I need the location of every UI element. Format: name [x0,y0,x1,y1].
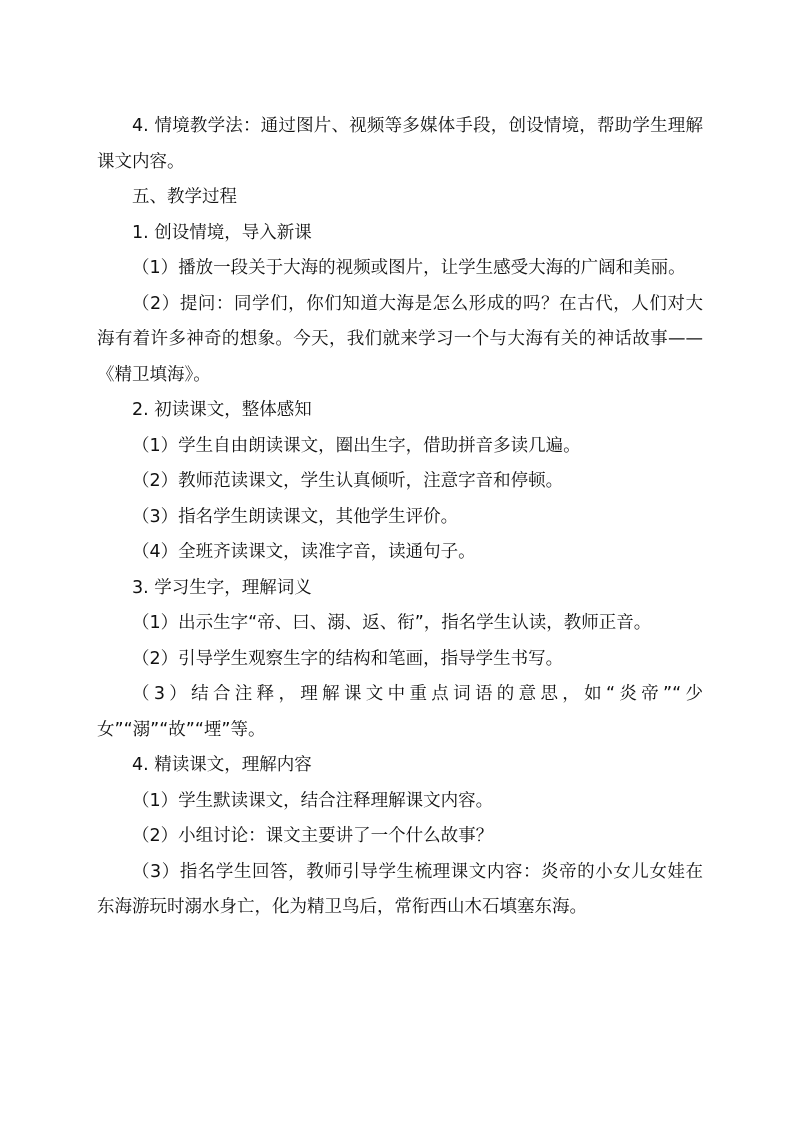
paragraph-step-2-1: （1）学生自由朗读课文，圈出生字，借助拼音多读几遍。 [132,435,581,456]
paragraph-step-1-2: （2）提问：同学们，你们知道大海是怎么形成的吗？在古代，人们对大海有着许多神奇的想象。今天，我们就来学习一个与大海有关的神话故事——《精卫填海》。 [97,293,703,385]
paragraph-step-3-3: （3）结合注释，理解课文中重点词语的意思，如“炎帝”“少女”“溺”“故”“堙”等。 [97,684,703,740]
section-heading-teaching-process: 五、教学过程 [132,187,237,207]
paragraph-step-1-1: （1）播放一段关于大海的视频或图片，让学生感受大海的广阔和美丽。 [132,258,686,278]
paragraph-step-3-1: （1）出示生字“帝、曰、溺、返、衔”，指名学生认读，教师正音。 [132,613,652,633]
step-heading-1: 1. 创设情境，导入新课 [132,222,312,243]
paragraph-step-4-1: （1）学生默读课文，结合注释理解课文内容。 [132,790,494,811]
paragraph-step-4-3: （3）指名学生回答，教师引导学生梳理课文内容：炎帝的小女儿女娃在东海游玩时溺水身亡，化为精卫鸟后，常衔西山木石填塞东海。 [97,861,703,917]
paragraph-step-2-2: （2）教师范读课文，学生认真倾听，注意字音和停顿。 [132,471,564,491]
step-heading-4: 4. 精读课文，理解内容 [132,755,312,775]
paragraph-step-2-4: （4）全班齐读课文，读准字音，读通句子。 [132,542,476,562]
paragraph-step-3-2: （2）引导学生观察生字的结构和笔画，指导学生书写。 [132,648,564,669]
paragraph-method-4: 4. 情境教学法：通过图片、视频等多媒体手段，创设情境，帮助学生理解课文内容。 [97,116,703,172]
document-body [97,109,703,926]
paragraph-step-2-3: （3）指名学生朗读课文，其他学生评价。 [132,506,459,527]
step-heading-3: 3. 学习生字，理解词义 [132,577,312,598]
paragraph-step-4-2: （2）小组讨论：课文主要讲了一个什么故事？ [132,826,494,846]
step-heading-2: 2. 初读课文，整体感知 [132,400,312,420]
